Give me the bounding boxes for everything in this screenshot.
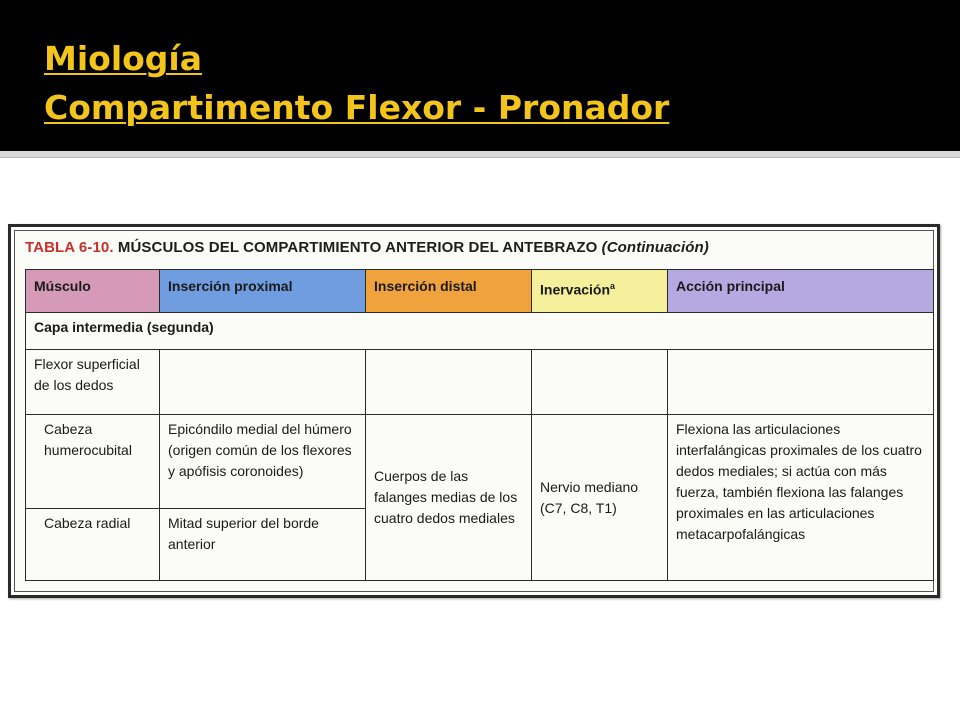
table-caption-title: MÚSCULOS DEL COMPARTIMIENTO ANTERIOR DEL ANTEBRAZO <box>117 239 598 256</box>
header-inervacion-label: Inervación <box>540 281 611 298</box>
header-insercion-proximal: Inserción proximal <box>160 270 366 313</box>
slide-title-line-1: Miología <box>44 39 203 78</box>
table-header-row <box>26 270 934 313</box>
header-divider <box>0 151 960 158</box>
muscle-head-cell: Cabeza radial <box>26 509 160 581</box>
table-row <box>26 350 934 415</box>
slide-title <box>44 34 669 132</box>
muscle-name-cell: Flexor superficial de los dedos <box>26 350 160 415</box>
muscle-head-cell: Cabeza humerocubital <box>26 415 160 509</box>
table-row <box>26 415 934 509</box>
slide-title-line-2: Compartimento Flexor - Pronador <box>44 88 670 127</box>
scanned-table-image <box>8 224 940 598</box>
table-caption-number: TABLA 6-10. <box>25 239 114 256</box>
empty-cell <box>160 350 366 415</box>
accion-principal-cell: Flexiona las articulaciones interfalángicas proximales de los cuatro dedos mediales; si actúa con más fuerza, también flexiona las falanges proximales en las articulaciones metacarpofalángicas <box>668 415 934 581</box>
section-label: Capa intermedia (segunda) <box>26 313 934 350</box>
header-musculo: Músculo <box>26 270 160 313</box>
slide-header <box>0 0 960 151</box>
insercion-proximal-cell: Mitad superior del borde anterior <box>160 509 366 581</box>
header-inervacion-footnote-mark: a <box>610 281 616 291</box>
insercion-distal-cell: Cuerpos de las falanges medias de los cuatro dedos mediales <box>366 415 532 581</box>
header-insercion-distal: Inserción distal <box>366 270 532 313</box>
header-inervacion <box>532 270 668 313</box>
muscle-table <box>25 269 934 581</box>
scanned-table-frame <box>14 230 934 592</box>
table-caption <box>25 239 709 256</box>
inervacion-cell: Nervio mediano (C7, C8, T1) <box>532 415 668 581</box>
table-section-row <box>26 313 934 350</box>
empty-cell <box>668 350 934 415</box>
empty-cell <box>366 350 532 415</box>
empty-cell <box>532 350 668 415</box>
header-accion-principal: Acción principal <box>668 270 934 313</box>
table-caption-continuation: (Continuación) <box>601 239 709 256</box>
insercion-proximal-cell: Epicóndilo medial del húmero (origen común de los flexores y apófisis coronoides) <box>160 415 366 509</box>
